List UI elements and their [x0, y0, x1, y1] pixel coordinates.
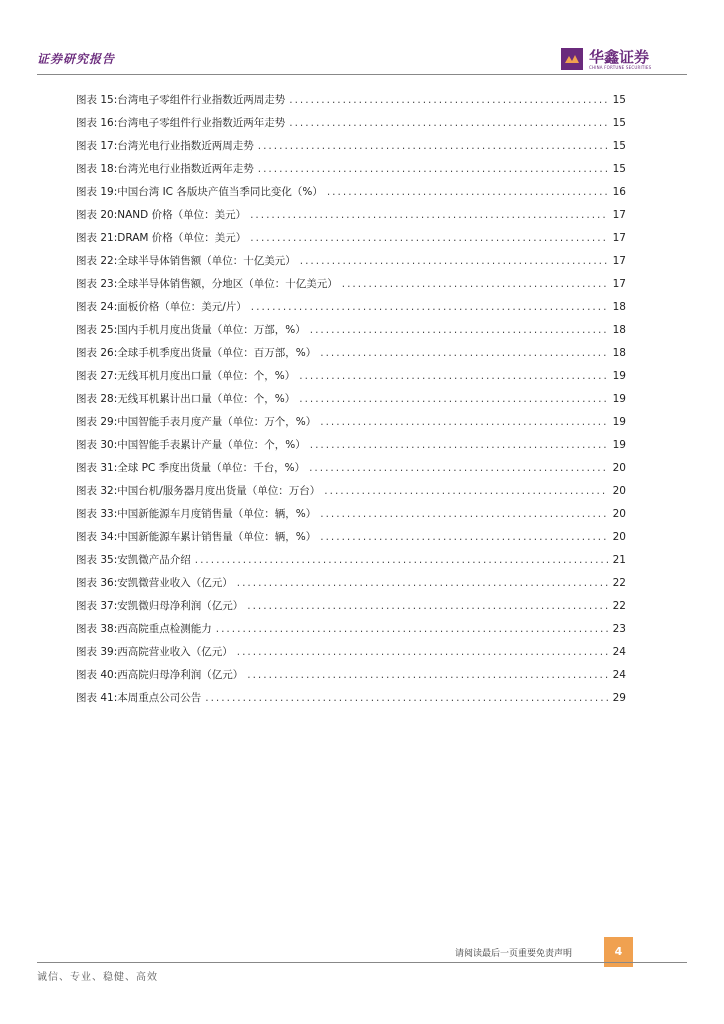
toc-dot-leader	[299, 370, 608, 382]
toc-dot-leader	[251, 301, 608, 313]
figure-index-list	[76, 92, 626, 713]
toc-dot-leader	[205, 692, 608, 704]
toc-entry-label: 图表 33:	[76, 508, 118, 520]
toc-entry[interactable]	[76, 92, 626, 115]
toc-entry-label: 图表 29:	[76, 416, 118, 428]
toc-entry-title: 中国新能源车月度销售量（单位：辆，%）	[117, 508, 317, 520]
toc-entry-label: 图表 34:	[76, 531, 118, 543]
toc-entry-page: 20	[612, 508, 626, 520]
toc-entry-page: 15	[612, 140, 626, 152]
toc-dot-leader	[250, 232, 608, 244]
toc-entry-label: 图表 40:	[76, 669, 118, 681]
toc-dot-leader	[320, 531, 608, 543]
toc-dot-leader	[309, 462, 608, 474]
toc-entry-page: 16	[612, 186, 626, 198]
toc-dot-leader	[299, 393, 608, 405]
toc-entry-page: 29	[612, 692, 626, 704]
footer-divider	[37, 962, 687, 963]
toc-entry-title: 全球 PC 季度出货量（单位：千台，%）	[117, 462, 306, 474]
toc-entry-page: 15	[612, 117, 626, 129]
toc-dot-leader	[289, 94, 608, 106]
toc-dot-leader	[310, 439, 608, 451]
toc-entry-page: 23	[612, 623, 626, 635]
toc-entry[interactable]	[76, 253, 626, 276]
toc-entry[interactable]	[76, 437, 626, 460]
toc-entry-title: 无线耳机累计出口量（单位：个，%）	[117, 393, 296, 405]
toc-dot-leader	[327, 186, 608, 198]
toc-entry[interactable]	[76, 184, 626, 207]
toc-dot-leader	[258, 163, 608, 175]
toc-dot-leader	[324, 485, 608, 497]
toc-entry-label: 图表 37:	[76, 600, 118, 612]
toc-entry[interactable]	[76, 368, 626, 391]
toc-entry[interactable]	[76, 575, 626, 598]
toc-entry-title: 安凯微归母净利润（亿元）	[117, 600, 244, 612]
toc-dot-leader	[342, 278, 608, 290]
toc-dot-leader	[250, 209, 608, 221]
toc-entry[interactable]	[76, 115, 626, 138]
toc-entry-label: 图表 18:	[76, 163, 118, 175]
toc-entry-title: 安凯微营业收入（亿元）	[117, 577, 233, 589]
toc-entry-label: 图表 22:	[76, 255, 118, 267]
toc-entry-title: 西高院归母净利润（亿元）	[117, 669, 244, 681]
toc-entry-title: 国内手机月度出货量（单位：万部，%）	[117, 324, 306, 336]
toc-entry-page: 18	[612, 324, 626, 336]
toc-entry-page: 15	[612, 94, 626, 106]
toc-entry[interactable]	[76, 276, 626, 299]
toc-entry-title: 西高院重点检测能力	[117, 623, 212, 635]
toc-entry-page: 18	[612, 347, 626, 359]
toc-entry-page: 17	[612, 278, 626, 290]
toc-entry-page: 20	[612, 485, 626, 497]
toc-entry-title: 中国智能手表累计产量（单位：个，%）	[117, 439, 306, 451]
toc-entry-page: 24	[612, 646, 626, 658]
toc-entry-page: 19	[612, 416, 626, 428]
toc-entry[interactable]	[76, 230, 626, 253]
toc-entry-label: 图表 31:	[76, 462, 118, 474]
toc-entry-title: 中国台湾 IC 各版块产值当季同比变化（%）	[117, 186, 323, 198]
toc-entry-page: 15	[612, 163, 626, 175]
toc-dot-leader	[237, 646, 608, 658]
toc-entry-page: 18	[612, 301, 626, 313]
toc-entry-label: 图表 25:	[76, 324, 118, 336]
toc-entry[interactable]	[76, 391, 626, 414]
toc-dot-leader	[289, 117, 608, 129]
toc-dot-leader	[247, 600, 608, 612]
toc-entry[interactable]	[76, 644, 626, 667]
toc-entry-page: 19	[612, 439, 626, 451]
toc-entry-title: 西高院营业收入（亿元）	[117, 646, 233, 658]
toc-entry-page: 22	[612, 577, 626, 589]
toc-dot-leader	[258, 140, 608, 152]
toc-entry-page: 19	[612, 393, 626, 405]
toc-entry[interactable]	[76, 529, 626, 552]
toc-entry[interactable]	[76, 460, 626, 483]
toc-entry-page: 21	[612, 554, 626, 566]
header-divider	[37, 74, 687, 75]
toc-entry-title: 中国台机/服务器月度出货量（单位：万台）	[117, 485, 321, 497]
toc-entry-label: 图表 16:	[76, 117, 118, 129]
toc-dot-leader	[320, 508, 608, 520]
toc-entry-label: 图表 39:	[76, 646, 118, 658]
page-number-badge: 4	[604, 937, 633, 967]
toc-entry[interactable]	[76, 138, 626, 161]
logo-name: 华鑫证券	[589, 48, 650, 66]
toc-entry-title: 中国新能源车累计销售量（单位：辆，%）	[117, 531, 317, 543]
toc-entry-label: 图表 17:	[76, 140, 118, 152]
toc-entry-title: 台湾光电行业指数近两年走势	[117, 163, 254, 175]
toc-entry-page: 20	[612, 531, 626, 543]
toc-entry-title: 面板价格（单位：美元/片）	[117, 301, 247, 313]
report-type-label: 证券研究报告	[37, 52, 116, 66]
toc-entry[interactable]	[76, 322, 626, 345]
toc-entry-page: 22	[612, 600, 626, 612]
toc-entry-label: 图表 23:	[76, 278, 118, 290]
toc-entry-label: 图表 24:	[76, 301, 118, 313]
toc-dot-leader	[310, 324, 608, 336]
toc-entry-title: 无线耳机月度出口量（单位：个，%）	[117, 370, 296, 382]
toc-dot-leader	[320, 347, 608, 359]
toc-entry[interactable]	[76, 690, 626, 713]
toc-entry-label: 图表 30:	[76, 439, 118, 451]
toc-entry-label: 图表 35:	[76, 554, 118, 566]
logo-mark-icon	[561, 48, 583, 70]
toc-entry-title: DRAM 价格（单位：美元）	[117, 232, 247, 244]
toc-entry-title: 台湾电子零组件行业指数近两年走势	[117, 117, 286, 129]
toc-entry-title: 安凯微产品介绍	[117, 554, 191, 566]
toc-entry[interactable]	[76, 483, 626, 506]
toc-dot-leader	[320, 416, 608, 428]
toc-entry-page: 17	[612, 232, 626, 244]
toc-entry-title: 本周重点公司公告	[117, 692, 202, 704]
toc-entry-label: 图表 20:	[76, 209, 118, 221]
toc-entry-title: NAND 价格（单位：美元）	[117, 209, 247, 221]
toc-entry-label: 图表 27:	[76, 370, 118, 382]
toc-entry-page: 17	[612, 209, 626, 221]
toc-entry[interactable]	[76, 552, 626, 575]
toc-entry-page: 24	[612, 669, 626, 681]
toc-entry[interactable]	[76, 621, 626, 644]
toc-entry-title: 台湾电子零组件行业指数近两周走势	[117, 94, 286, 106]
toc-entry-label: 图表 38:	[76, 623, 118, 635]
toc-entry[interactable]	[76, 414, 626, 437]
toc-dot-leader	[237, 577, 608, 589]
disclaimer-notice: 请阅读最后一页重要免责声明	[455, 949, 573, 959]
toc-dot-leader	[216, 623, 608, 635]
toc-entry-label: 图表 32:	[76, 485, 118, 497]
toc-entry[interactable]	[76, 667, 626, 690]
toc-entry-label: 图表 28:	[76, 393, 118, 405]
toc-entry-label: 图表 26:	[76, 347, 118, 359]
toc-entry-label: 图表 36:	[76, 577, 118, 589]
toc-entry-page: 19	[612, 370, 626, 382]
toc-dot-leader	[247, 669, 608, 681]
toc-entry-title: 全球手机季度出货量（单位：百万部，%）	[117, 347, 317, 359]
toc-entry-title: 全球半导体销售额（单位：十亿美元）	[117, 255, 296, 267]
toc-entry-page: 17	[612, 255, 626, 267]
toc-entry[interactable]	[76, 506, 626, 529]
toc-entry-title: 中国智能手表月度产量（单位：万个，%）	[117, 416, 317, 428]
logo-subtitle: CHINA FORTUNE SECURITIES	[589, 65, 652, 70]
company-logo	[561, 46, 661, 74]
toc-dot-leader	[195, 554, 608, 566]
toc-entry-title: 台湾光电行业指数近两周走势	[117, 140, 254, 152]
toc-entry-label: 图表 41:	[76, 692, 118, 704]
toc-dot-leader	[300, 255, 608, 267]
toc-entry-label: 图表 15:	[76, 94, 118, 106]
toc-entry-label: 图表 19:	[76, 186, 118, 198]
company-motto: 诚信、专业、稳健、高效	[37, 972, 158, 983]
toc-entry[interactable]	[76, 345, 626, 368]
toc-entry-title: 全球半导体销售额，分地区（单位：十亿美元）	[117, 278, 338, 290]
toc-entry[interactable]	[76, 299, 626, 322]
toc-entry[interactable]	[76, 161, 626, 184]
toc-entry[interactable]	[76, 598, 626, 621]
toc-entry[interactable]	[76, 207, 626, 230]
toc-entry-label: 图表 21:	[76, 232, 118, 244]
toc-entry-page: 20	[612, 462, 626, 474]
